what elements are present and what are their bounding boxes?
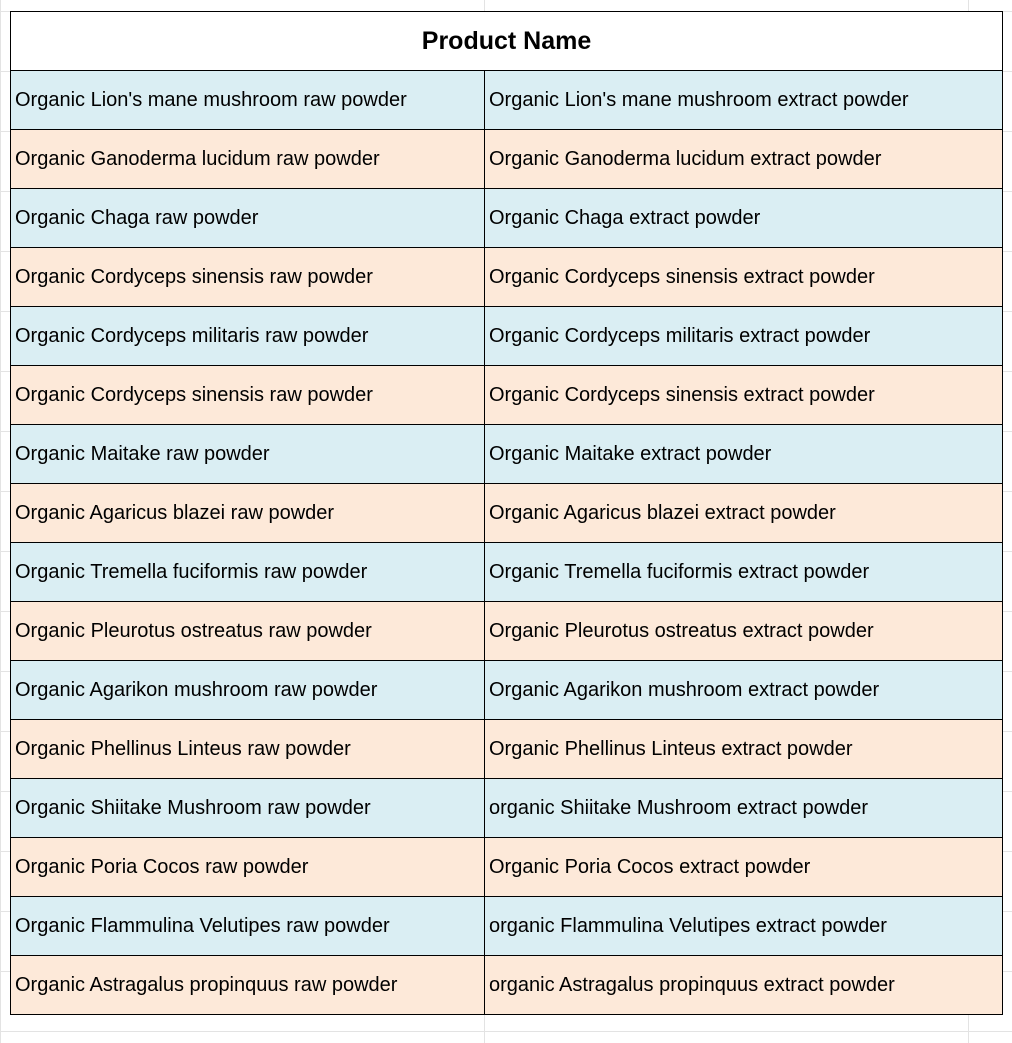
raw-powder-cell[interactable]: Organic Cordyceps sinensis raw powder bbox=[11, 248, 485, 307]
extract-powder-cell[interactable]: Organic Chaga extract powder bbox=[485, 189, 1003, 248]
raw-powder-cell[interactable]: Organic Astragalus propinquus raw powder bbox=[11, 956, 485, 1015]
table-row bbox=[11, 307, 1003, 366]
extract-powder-cell[interactable]: organic Shiitake Mushroom extract powder bbox=[485, 779, 1003, 838]
extract-powder-cell[interactable]: Organic Cordyceps militaris extract powder bbox=[485, 307, 1003, 366]
table-row bbox=[11, 366, 1003, 425]
product-table bbox=[10, 11, 1003, 1015]
table-row bbox=[11, 248, 1003, 307]
extract-powder-cell[interactable]: organic Astragalus propinquus extract powder bbox=[485, 956, 1003, 1015]
table-body bbox=[11, 71, 1003, 1015]
table-row bbox=[11, 838, 1003, 897]
extract-powder-cell[interactable]: Organic Ganoderma lucidum extract powder bbox=[485, 130, 1003, 189]
extract-powder-cell[interactable]: organic Flammulina Velutipes extract powder bbox=[485, 897, 1003, 956]
table-row bbox=[11, 543, 1003, 602]
extract-powder-cell[interactable]: Organic Agaricus blazei extract powder bbox=[485, 484, 1003, 543]
raw-powder-cell[interactable]: Organic Chaga raw powder bbox=[11, 189, 485, 248]
extract-powder-cell[interactable]: Organic Cordyceps sinensis extract powder bbox=[485, 366, 1003, 425]
raw-powder-cell[interactable]: Organic Agarikon mushroom raw powder bbox=[11, 661, 485, 720]
table-row bbox=[11, 130, 1003, 189]
table-row bbox=[11, 71, 1003, 130]
raw-powder-cell[interactable]: Organic Lion's mane mushroom raw powder bbox=[11, 71, 485, 130]
extract-powder-cell[interactable]: Organic Lion's mane mushroom extract powder bbox=[485, 71, 1003, 130]
raw-powder-cell[interactable]: Organic Poria Cocos raw powder bbox=[11, 838, 485, 897]
raw-powder-cell[interactable]: Organic Pleurotus ostreatus raw powder bbox=[11, 602, 485, 661]
table-row bbox=[11, 661, 1003, 720]
raw-powder-cell[interactable]: Organic Cordyceps militaris raw powder bbox=[11, 307, 485, 366]
extract-powder-cell[interactable]: Organic Pleurotus ostreatus extract powder bbox=[485, 602, 1003, 661]
table-row bbox=[11, 779, 1003, 838]
raw-powder-cell[interactable]: Organic Maitake raw powder bbox=[11, 425, 485, 484]
extract-powder-cell[interactable]: Organic Poria Cocos extract powder bbox=[485, 838, 1003, 897]
raw-powder-cell[interactable]: Organic Tremella fuciformis raw powder bbox=[11, 543, 485, 602]
header-row bbox=[11, 12, 1003, 71]
raw-powder-cell[interactable]: Organic Agaricus blazei raw powder bbox=[11, 484, 485, 543]
extract-powder-cell[interactable]: Organic Phellinus Linteus extract powder bbox=[485, 720, 1003, 779]
raw-powder-cell[interactable]: Organic Phellinus Linteus raw powder bbox=[11, 720, 485, 779]
extract-powder-cell[interactable]: Organic Cordyceps sinensis extract powder bbox=[485, 248, 1003, 307]
table-header[interactable]: Product Name bbox=[11, 12, 1003, 71]
extract-powder-cell[interactable]: Organic Tremella fuciformis extract powder bbox=[485, 543, 1003, 602]
table-row bbox=[11, 189, 1003, 248]
extract-powder-cell[interactable]: Organic Agarikon mushroom extract powder bbox=[485, 661, 1003, 720]
table-row bbox=[11, 720, 1003, 779]
raw-powder-cell[interactable]: Organic Cordyceps sinensis raw powder bbox=[11, 366, 485, 425]
table-row bbox=[11, 484, 1003, 543]
raw-powder-cell[interactable]: Organic Ganoderma lucidum raw powder bbox=[11, 130, 485, 189]
table-row bbox=[11, 425, 1003, 484]
product-sheet bbox=[10, 11, 1002, 1015]
raw-powder-cell[interactable]: Organic Flammulina Velutipes raw powder bbox=[11, 897, 485, 956]
table-row bbox=[11, 956, 1003, 1015]
table-row bbox=[11, 602, 1003, 661]
raw-powder-cell[interactable]: Organic Shiitake Mushroom raw powder bbox=[11, 779, 485, 838]
extract-powder-cell[interactable]: Organic Maitake extract powder bbox=[485, 425, 1003, 484]
table-row bbox=[11, 897, 1003, 956]
